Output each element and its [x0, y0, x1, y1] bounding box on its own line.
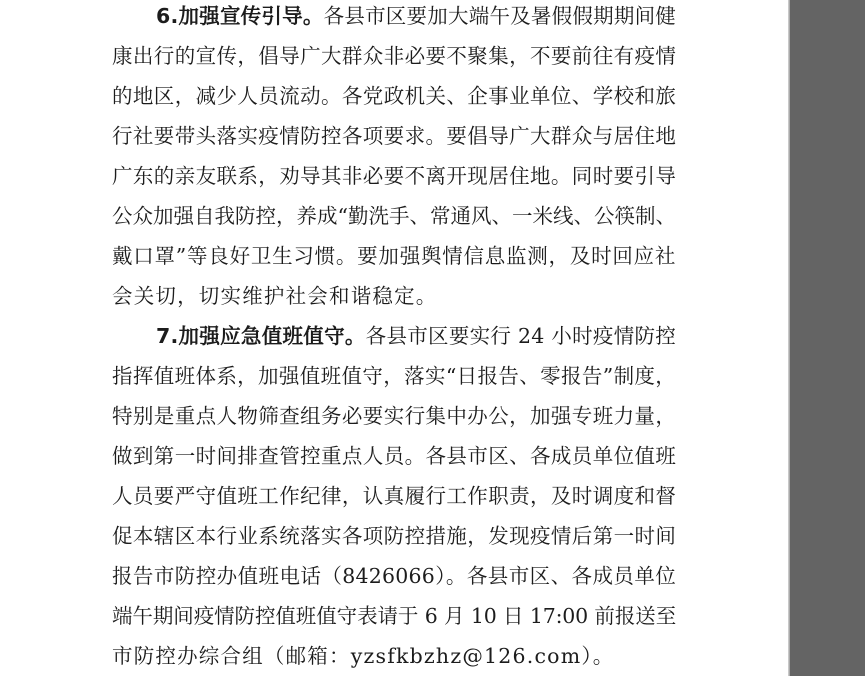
paragraph-6-line-8: 会关切，切实维护社会和谐稳定。: [112, 284, 438, 308]
paragraph-7-line-8: 端午期间疫情防控值班值守表请于 6 月 10 日 17:00 前报送至: [112, 604, 676, 628]
paragraph-6-line-2: 康出行的宣传，倡导广大群众非必要不聚集，不要前往有疫情: [112, 44, 677, 68]
paragraph-7-line-3: 特别是重点人物筛查组务必要实行集中办公，加强专班力量，: [112, 404, 677, 428]
section-7-text: 各县市区要实行 24 小时疫情防控: [365, 324, 676, 348]
paragraph-6-line-6: 公众加强自我防控，养成“勤洗手、常通风、一米线、公筷制、: [112, 204, 676, 228]
paragraph-6-line-5: 广东的亲友联系，劝导其非必要不离开现居住地。同时要引导: [112, 164, 677, 188]
paragraph-7-line-4: 做到第一时间排查管控重点人员。各县市区、各成员单位值班: [112, 444, 677, 468]
paragraph-7-line-5: 人员要严守值班工作纪律，认真履行工作职责，及时调度和督: [112, 484, 677, 508]
paragraph-7-line-1: [156, 316, 676, 356]
section-6-heading: 6.加强宣传引导。: [156, 4, 324, 28]
paragraph-6-line-7: 戴口罩”等良好卫生习惯。要加强舆情信息监测，及时回应社: [112, 244, 676, 268]
paragraph-6-line-3: 的地区，减少人员流动。各党政机关、企事业单位、学校和旅: [112, 84, 677, 108]
section-7-heading: 7.加强应急值班值守。: [156, 324, 366, 348]
section-6-text: 各县市区要加大端午及暑假假期期间健: [323, 4, 676, 28]
paragraph-7-line-6: 促本辖区本行业系统落实各项防控措施，发现疫情后第一时间: [112, 524, 677, 548]
viewer-side-panel: [790, 0, 865, 676]
paragraph-7-line-7: 报告市防控办值班电话（8426066）。各县市区、各成员单位: [112, 564, 676, 588]
paragraph-6-line-4: 行社要带头落实疫情防控各项要求。要倡导广大群众与居住地: [112, 124, 677, 148]
paragraph-6-line-1: [156, 0, 676, 36]
paragraph-7-line-9: 市防控办综合组（邮箱：yzsfkbzhz@126.com）。: [112, 644, 615, 668]
paragraph-7-line-2: 指挥值班体系，加强值班值守，落实“日报告、零报告”制度，: [112, 364, 676, 388]
